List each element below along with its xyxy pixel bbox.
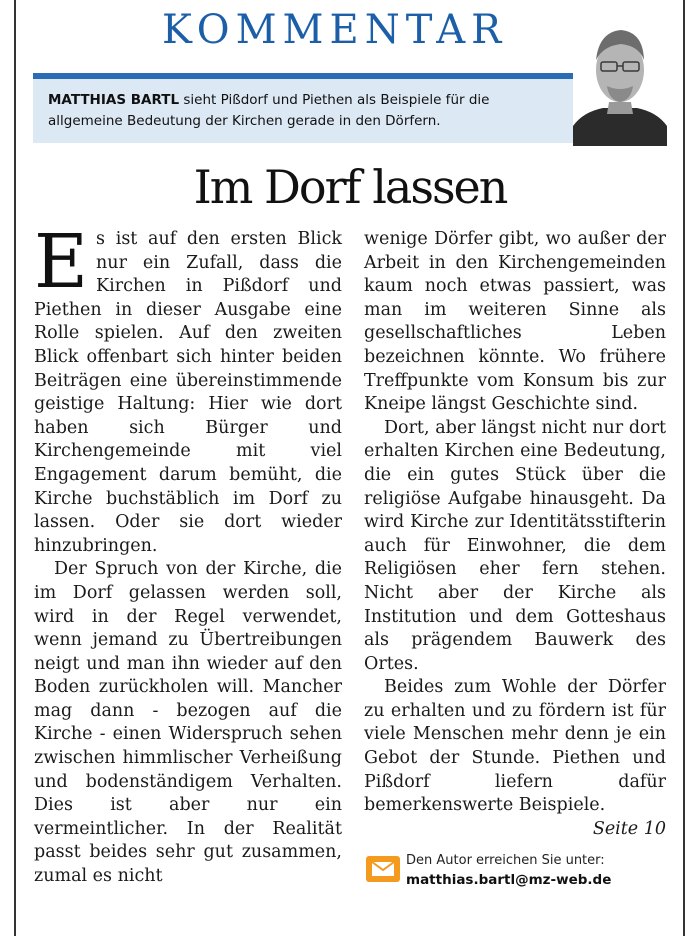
article-column-1 <box>34 219 342 889</box>
author-portrait <box>573 14 667 146</box>
author-contact <box>366 852 666 892</box>
paragraph-1 <box>34 219 342 558</box>
section-title: KOMMENTAR <box>162 7 508 53</box>
page-border-left <box>14 0 16 936</box>
article-headline: Im Dorf lassen <box>193 160 507 214</box>
dropcap: E <box>34 219 89 305</box>
paragraph-3: Dort, aber längst nicht nur dort erhalten Kirchen eine Bedeutung, die ein gutes Stück über die religiöse Aufgabe hinausgeht. Da wird Kirche zur Identitätsstifterin auch für Einwohner, die dem Religiösen eher fern stehen. Nicht aber der Kirche als Institution und dem Gotteshaus als prägendem Bauwerk des Ortes. <box>364 417 666 674</box>
intro-description: sieht Pißdorf und Piethen als Beispiele für die allgemeine Bedeutung der Kirchen gerade in den Dörfern. <box>48 92 490 129</box>
paragraph-4 <box>364 676 666 839</box>
intro-text <box>48 90 558 132</box>
contact-label: Den Autor erreichen Sie unter: <box>406 853 605 868</box>
paragraph-1-text: s ist auf den ersten Blick nur ein Zufall, dass die Kirchen in Pißdorf und Piethen in dieser Ausgabe eine Rolle spielen. Auf den zweiten Blick offenbart sich hinter beiden Beiträgen eine übereinstimmende geistige Haltung: Hier wie dort haben sich Bürger und Kirchengemeinde mit viel Engagement darum bemüht, die Kirche buchstäblich im Dorf zu lassen. Oder sie dort wieder hinzubringen. <box>34 229 342 556</box>
paragraph-2-part-1: Der Spruch von der Kirche, die im Dorf gelassen werden soll, wird in der Regel verwendet, wenn jemand zu Übertreibungen neigt und man ihn wieder auf den Boden zurückholen will. Mancher mag dann - bezogen auf die Kirche - einen Widerspruch sehen zwischen himmlischer Verheißung und bodenständigem Verhalten. Dies ist aber nur ein vermeintlicher. In der Realität passt beides sehr gut zusammen, zumal es nicht <box>34 559 342 887</box>
article-column-2 <box>364 228 666 841</box>
contact-email[interactable]: matthias.bartl@mz-web.de <box>406 872 612 888</box>
mail-icon <box>366 856 400 882</box>
author-name: MATTHIAS BARTL <box>48 92 180 108</box>
paragraph-4-text: Beides zum Wohle der Dörfer zu erhalten und zu fördern ist für viele Menschen mehr denn je ein Gebot der Stunde. Piethen und Pißdorf liefern dafür bemerkenswerte Beispiele. <box>364 677 666 816</box>
paragraph-2-part-2: wenige Dörfer gibt, wo außer der Arbeit in den Kirchengemeinden kaum noch etwas passiert, was man im weiteren Sinne als gesellschaftliches Leben bezeichnen könnte. Wo frühere Treffpunkte vom Konsum bis zur Kneipe längst Geschichte sind. <box>364 229 666 415</box>
page-reference: Seite 10 <box>592 818 666 839</box>
page-border-right <box>683 0 685 936</box>
